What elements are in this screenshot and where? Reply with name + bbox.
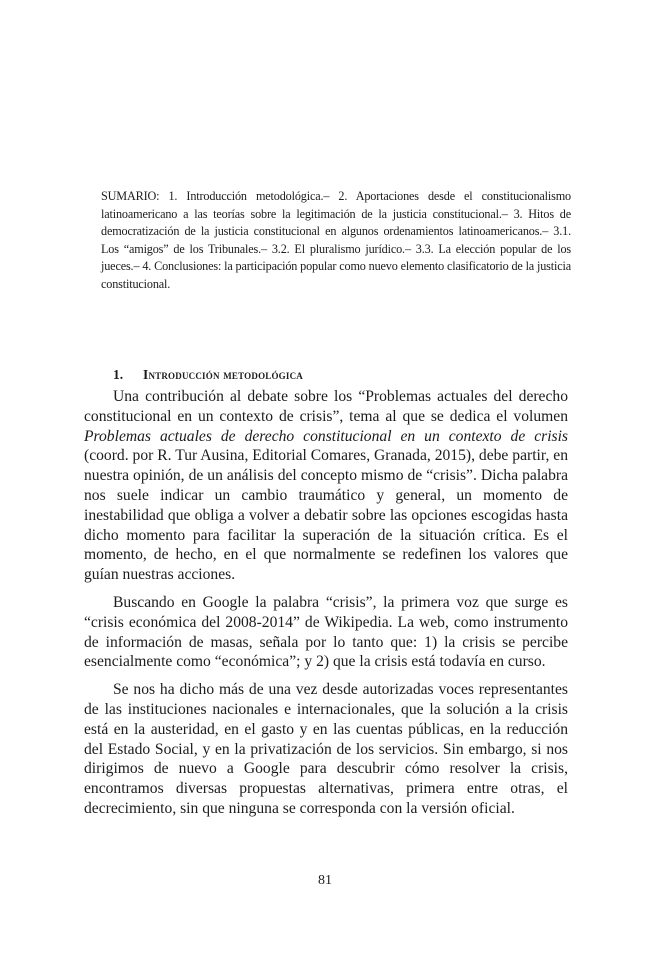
section-heading xyxy=(84,365,568,385)
section-number: 1. xyxy=(113,367,124,382)
section-title: Introducción metodológica xyxy=(143,367,303,382)
paragraph-1-text-end: (coord. por R. Tur Ausina, Editorial Comares, Granada, 2015), debe partir, en nuestra opinión, de un análisis del concepto mismo de “crisis”. Dicha palabra nos suele indicar un cambio traumático y general, un momento de inestabilidad que obliga a volver a debatir sobre las opciones escogidas hasta dicho momento para facilitar la superación de la situación crítica. Es el momento, de hecho, en el que normalmente se redefinen los valores que guían nuestras acciones. xyxy=(84,447,568,584)
paragraph-2: Buscando en Google la palabra “crisis”, la primera voz que surge es “crisis económica del 2008-2014” de Wikipedia. La web, como instrumento de información de masas, señala por lo tanto que: 1) la crisis se percibe esencialmente como “económica”; y 2) que la crisis está todavía en curso. xyxy=(84,593,568,671)
main-text xyxy=(84,365,568,827)
paragraph-3: Se nos ha dicho más de una vez desde autorizadas voces representantes de las instituciones nacionales e internacionales, que la solución a la crisis está en la austeridad, en el gasto y en las cuentas públicas, en la reducción del Estado Social, y en la privatización de los servicios. Sin embargo, si nos dirigimos de nuevo a Google para descubrir cómo resolver la crisis, encontramos diversas propuestas alternativas, primera entre otras, el decrecimiento, sin que ninguna se corresponda con la versión oficial. xyxy=(84,681,568,817)
paragraph-1 xyxy=(84,387,568,585)
book-title-italic: Problemas actuales de derecho constitucional en un contexto de crisis xyxy=(84,427,568,445)
summary-block: SUMARIO: 1. Introducción metodológica.– 2. Aportaciones desde el constitucionalismo latinoamericano a las teorías sobre la legitimación de la justicia constitucional.– 3. Hitos de democratización de la justicia constitucional en algunos ordenamientos latinoamericanos.– 3.1. Los “amigos” de los Tribunales.– 3.2. El pluralismo jurídico.– 3.3. La elección popular de los jueces.– 4. Conclusiones: la participación popular como nuevo elemento clasificatorio de la justicia constitucional. xyxy=(101,189,571,291)
paragraph-1-text-start: Una contribución al debate sobre los “Problemas actuales del derecho constitucional en un contexto de crisis”, tema al que se dedica el volumen xyxy=(84,388,568,425)
page-number: 81 xyxy=(318,873,332,888)
